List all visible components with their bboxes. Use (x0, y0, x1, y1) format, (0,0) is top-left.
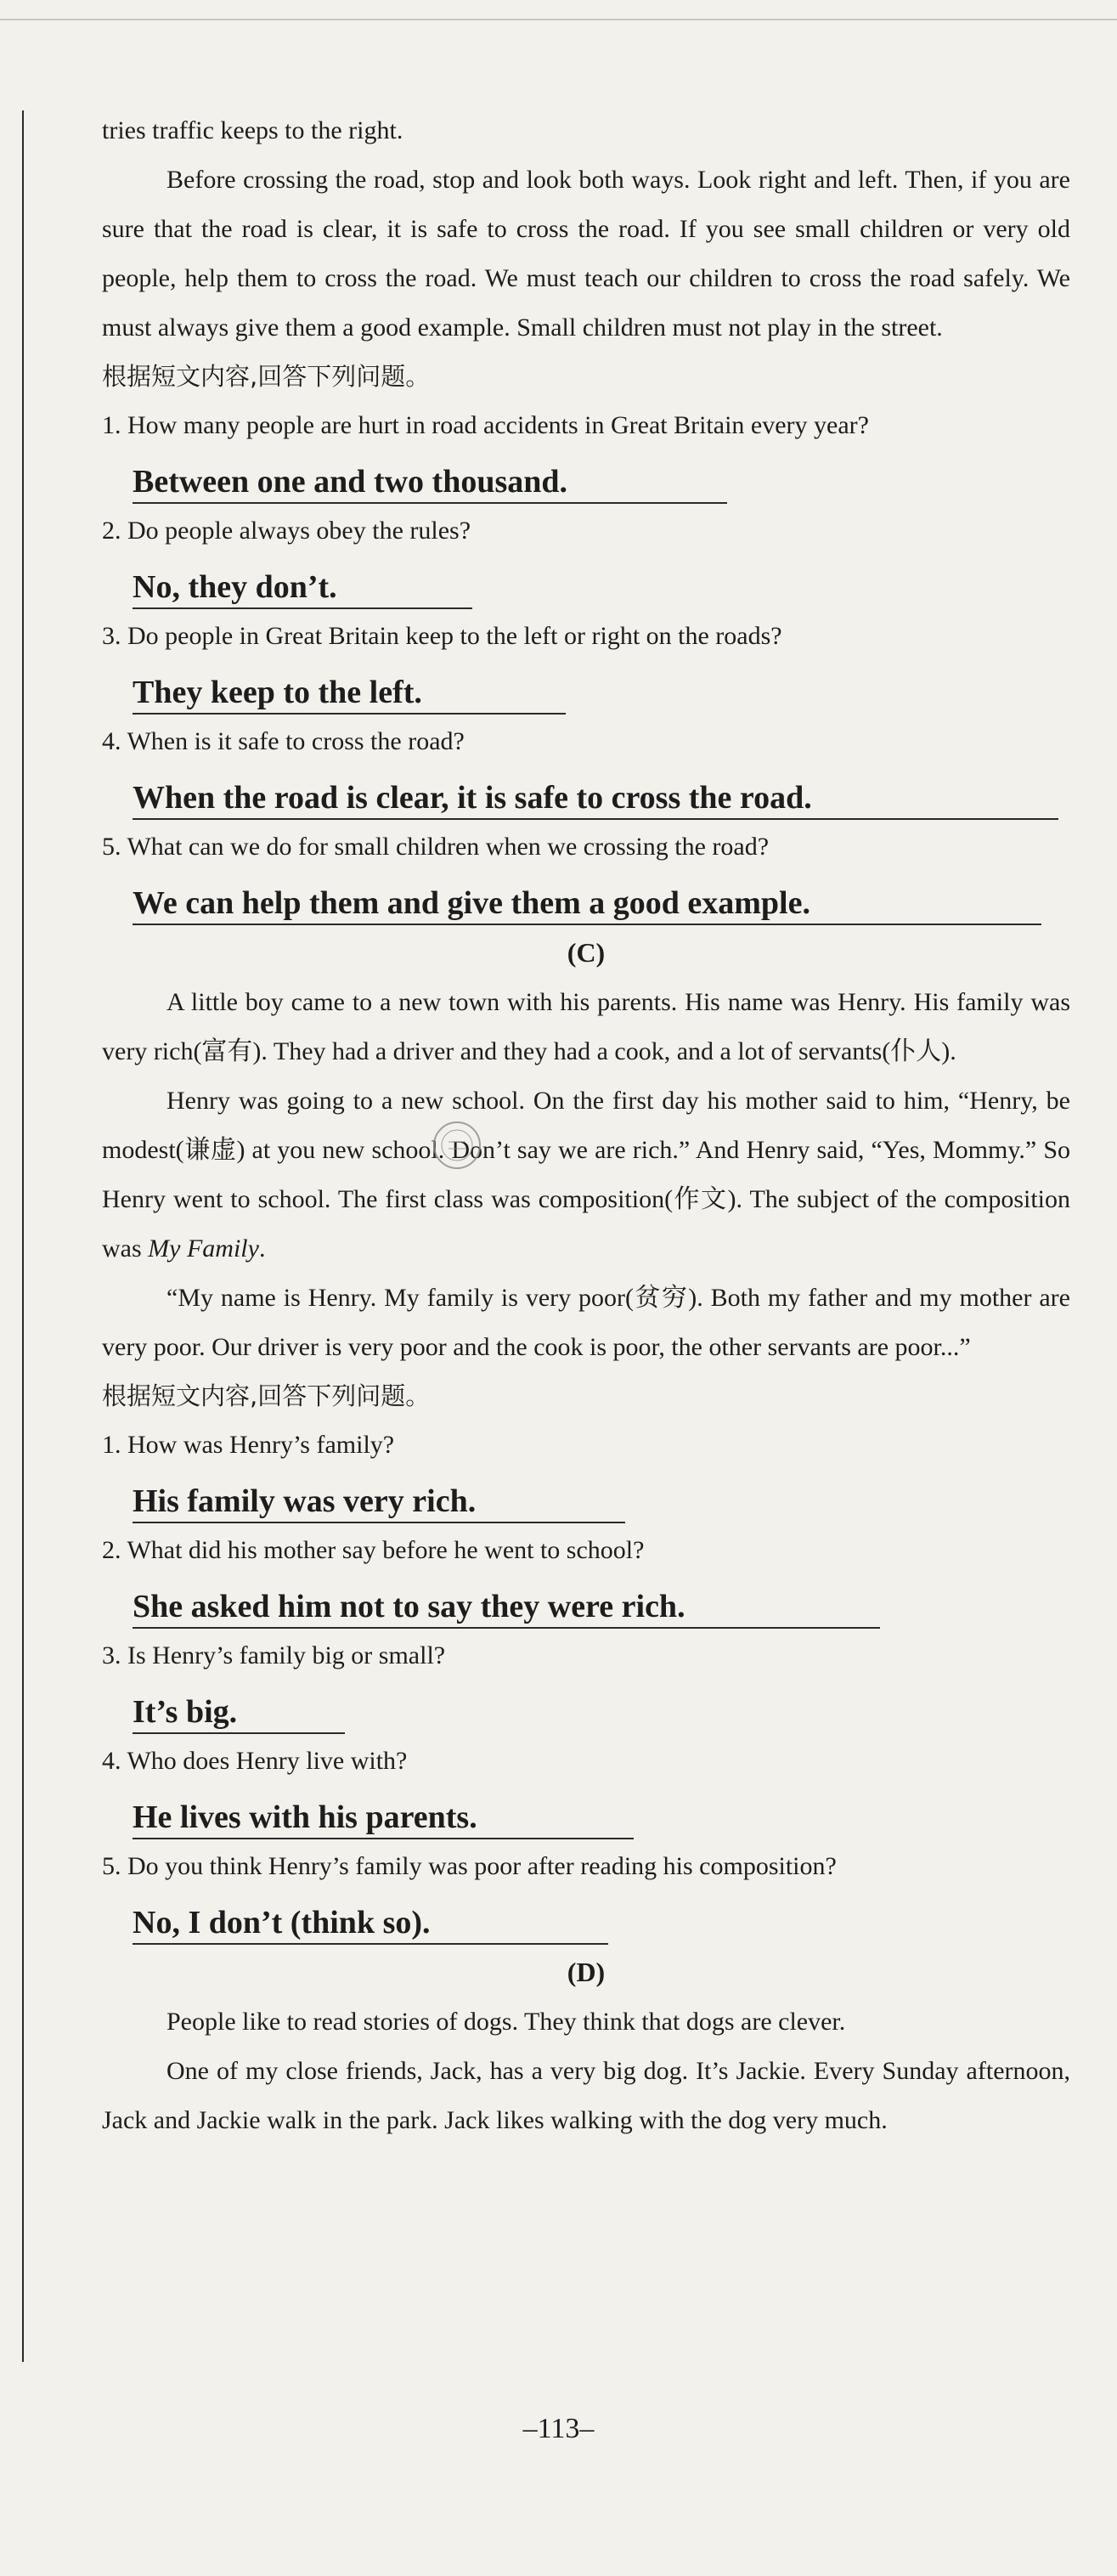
answer-row (102, 1892, 1070, 1946)
answer-underline (133, 1522, 625, 1523)
question: 5. What can we do for small children when we crossing the road? (102, 833, 770, 861)
section-d-title: (D) (567, 1957, 606, 1987)
answer-row (102, 556, 1070, 611)
page-number: –113– (522, 2413, 595, 2444)
answer-underline (133, 1838, 634, 1839)
intro-paragraph-1: tries traffic keeps to the right. (102, 116, 403, 144)
top-rule (0, 19, 1117, 20)
question: 2. What did his mother say before he went to school? (102, 1536, 645, 1564)
answer-row (102, 451, 1070, 506)
intro-paragraph-2: Before crossing the road, stop and look both ways. Look right and left. Then, if you are sure that the road is clear, it is safe to cross the road. If you see small children or very old people, help them to cross the road. We must teach our children to cross the road safely. We must always give them a good example. Small children must not play in the street. (102, 166, 1070, 342)
answer-row (102, 1787, 1070, 1841)
answer-text: When the road is clear, it is safe to cross the road. (133, 780, 812, 816)
answer-underline (133, 502, 727, 504)
question: 1. How was Henry’s family? (102, 1431, 395, 1459)
answer-text: His family was very rich. (133, 1483, 477, 1519)
paragraph-text: Henry was going to a new school. On the first day his mother said to him, “Henry, be modest(谦虚) at you new school. Don’t say we are rich.” And Henry said, “Yes, Mommy.” So Henry went to school. The first class was composition(作文). The subject of the composition was (102, 1087, 1070, 1263)
answer-row (102, 873, 1070, 927)
section-c-paragraph-3: “My name is Henry. My family is very poor(贫穷). Both my father and my mother are very poor. Our driver is very poor and the cook is poor, the other servants are poor...” (102, 1284, 1070, 1361)
answer-text: They keep to the left. (133, 675, 422, 710)
section-b-instruction: 根据短文内容,回答下列问题。 (102, 362, 431, 391)
answer-underline (133, 607, 472, 609)
answer-underline (133, 818, 1058, 820)
answer-underline (133, 713, 566, 715)
question: 4. Who does Henry live with? (102, 1747, 408, 1775)
answer-row (102, 1576, 1070, 1630)
answer-underline (133, 1943, 608, 1945)
answer-underline (133, 1627, 880, 1629)
section-c-title: (C) (567, 937, 606, 968)
answer-text: We can help them and give them a good example. (133, 885, 810, 921)
watermark-stamp (433, 1121, 481, 1169)
answer-text: No, I don’t (think so). (133, 1905, 431, 1940)
stamp-icon (435, 1123, 479, 1167)
answer-text: It’s big. (133, 1694, 238, 1730)
question: 1. How many people are hurt in road accidents in Great Britain every year? (102, 411, 869, 439)
answer-row (102, 662, 1070, 716)
paragraph-end: . (258, 1234, 266, 1263)
answer-text: No, they don’t. (133, 569, 337, 605)
section-d-paragraph-1: People like to read stories of dogs. They think that dogs are clever. (166, 2008, 846, 2036)
answer-row (102, 1681, 1070, 1736)
question: 3. Do people in Great Britain keep to the left or right on the roads? (102, 622, 782, 650)
answer-underline (133, 1732, 345, 1734)
answer-row (102, 1471, 1070, 1525)
composition-subject: My Family (148, 1234, 259, 1263)
question: 2. Do people always obey the rules? (102, 517, 471, 545)
question: 5. Do you think Henry’s family was poor after reading his composition? (102, 1852, 837, 1880)
answer-text: Between one and two thousand. (133, 464, 568, 500)
left-margin-rule (22, 110, 24, 2362)
page-content (102, 106, 1070, 2145)
section-c-instruction: 根据短文内容,回答下列问题。 (102, 1381, 431, 1410)
answer-text: She asked him not to say they were rich. (133, 1589, 685, 1624)
question: 3. Is Henry’s family big or small? (102, 1641, 446, 1669)
answer-underline (133, 924, 1041, 925)
answer-text: He lives with his parents. (133, 1799, 477, 1835)
question: 4. When is it safe to cross the road? (102, 727, 465, 755)
section-d-paragraph-2: One of my close friends, Jack, has a very big dog. It’s Jackie. Every Sunday afternoon, Jack and Jackie walk in the park. Jack likes walking with the dog very much. (102, 2057, 1070, 2134)
section-c-paragraph-1: A little boy came to a new town with his parents. His name was Henry. His family was very rich(富有). They had a driver and they had a cook, and a lot of servants(仆人). (102, 988, 1070, 1065)
answer-row (102, 767, 1070, 822)
section-c-paragraph-2 (102, 1076, 1070, 1274)
